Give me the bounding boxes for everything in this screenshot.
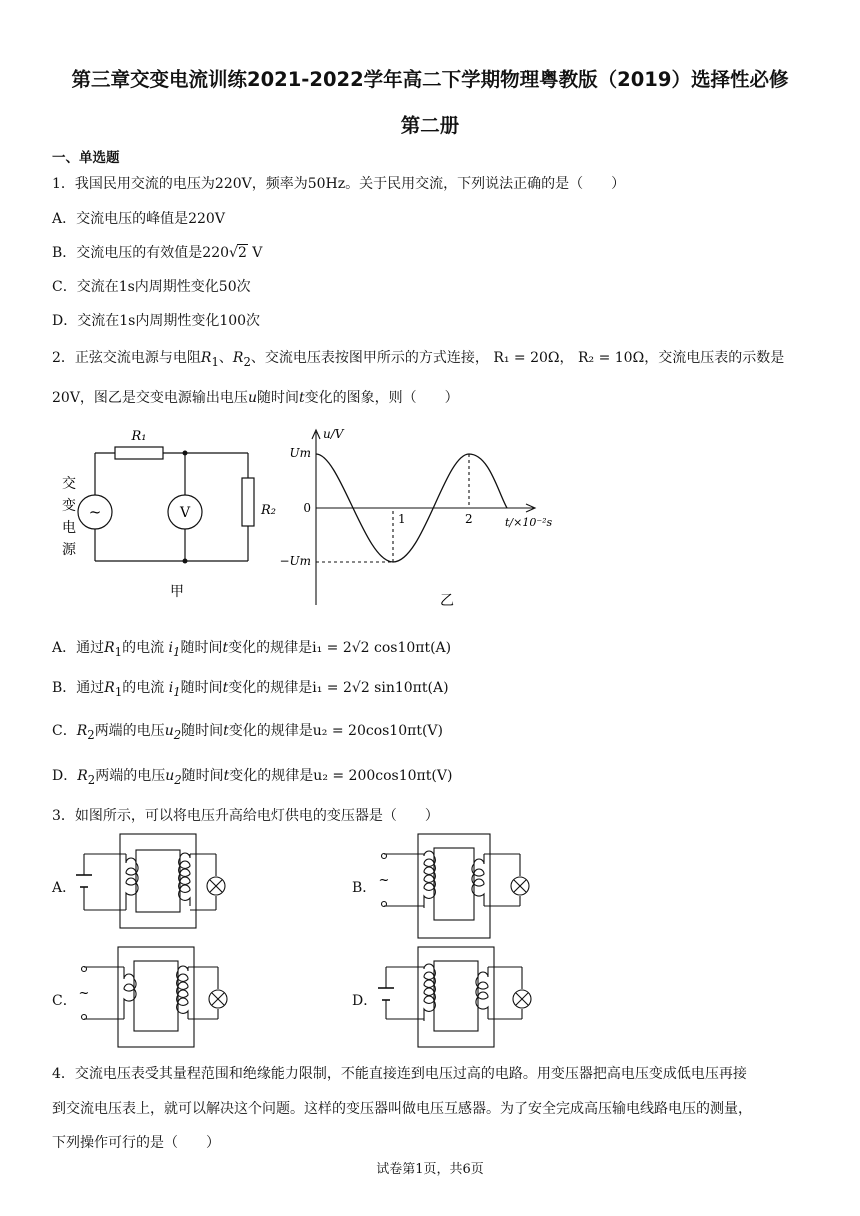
page-footer: 试卷第1页，共6页 <box>376 1162 484 1177</box>
q1-option-b-text: B．交流电压的有效值是220 <box>52 245 230 261</box>
formula: i₁ = 2√2 cos10πt(A) <box>312 640 452 656</box>
q2-option-b <box>52 677 449 699</box>
q3-label-d: D． <box>352 993 378 1009</box>
r1-value: R₁ = 20Ω <box>493 350 560 366</box>
formula: u₂ = 200cos10πt(V) <box>313 768 453 784</box>
formula: i₁ = 2√2 sin10πt(A) <box>312 680 449 696</box>
formula: u₂ = 20cos10πt(V) <box>312 723 443 739</box>
sqrt-sign: √ <box>229 245 238 261</box>
label-r1: R₁ <box>131 429 147 444</box>
meter-label: V <box>179 505 191 521</box>
resistor-r1 <box>115 447 163 459</box>
q2-separator: 、 <box>218 350 233 366</box>
i1-symbol: $i_1$ <box>168 640 181 659</box>
q4-line1: 4．交流电压表受其量程范围和绝缘能力限制，不能直接连到电压过高的电路。用变压器把高电压变成低电压再接 <box>52 1066 747 1082</box>
r2-symbol: R <box>76 723 88 739</box>
svg-text:~: ~ <box>78 986 90 1001</box>
option-prefix: D． <box>52 768 78 784</box>
q4-line3: 下列操作可行的是（ ） <box>52 1135 220 1151</box>
r2-subscript: 2 <box>243 354 251 369</box>
q2-line2-text-3: 变化的图象，则（ ） <box>304 390 459 406</box>
r1-symbol: R <box>104 680 115 696</box>
option-prefix: B．通过 <box>52 680 105 696</box>
option-text: 的电流 <box>122 680 165 696</box>
t-symbol: t <box>223 768 230 784</box>
r2-value: R₂ = 10Ω <box>577 350 645 366</box>
t-symbol: t <box>298 390 305 406</box>
section-heading: 一、单选题 <box>52 150 120 166</box>
resistor-r2 <box>242 478 254 526</box>
r2-symbol: R <box>232 350 244 366</box>
ac-symbol: ~ <box>88 503 102 521</box>
svg-text:~: ~ <box>378 873 390 888</box>
t-symbol: t <box>223 723 229 739</box>
source-label-char: 源 <box>62 542 76 558</box>
source-label-char: 交 <box>62 476 76 492</box>
q2-option-a <box>52 637 451 659</box>
r2-symbol: R <box>77 768 88 784</box>
q1-option-d: D．交流在1s内周期性变化100次 <box>52 313 261 329</box>
q3-label-a: A． <box>52 880 77 896</box>
q1-option-a: A．交流电压的峰值是220V <box>52 211 225 227</box>
u-symbol: u <box>247 390 257 406</box>
q2-stem-line2 <box>52 387 459 407</box>
r2-subscript: 2 <box>87 772 96 787</box>
option-text: 随时间 <box>181 768 224 784</box>
u2-symbol: $u_2$ <box>164 723 182 742</box>
tick-origin: 0 <box>303 501 311 515</box>
tick-1: 1 <box>398 512 406 526</box>
i1-symbol: $i_1$ <box>168 680 181 699</box>
q2-stem-text-3: ，交流电压表的示数是 <box>644 350 785 366</box>
caption-yi: 乙 <box>440 593 454 609</box>
t-symbol: t <box>222 680 229 696</box>
option-text: 随时间 <box>180 680 223 696</box>
tick-um: Um <box>289 446 311 460</box>
sqrt-radicand: 2 <box>237 245 247 261</box>
r1-symbol: R <box>200 350 212 366</box>
option-text: 随时间 <box>180 640 223 656</box>
option-text: 两端的电压 <box>94 723 165 739</box>
voltage-graph-yi <box>279 420 560 610</box>
option-text: 的电流 <box>122 640 165 656</box>
u2-symbol: $u_2$ <box>165 768 182 787</box>
source-label-char: 变 <box>62 498 76 514</box>
transformer-a <box>78 832 238 930</box>
option-text: 变化的规律是 <box>228 640 313 656</box>
q1-option-b <box>52 242 262 262</box>
q4-line2: 到交流电压表上，就可以解决这个问题。这样的变压器叫做电压互感器。为了安全完成高压输电线路电压的测量， <box>52 1101 752 1117</box>
label-r2: R₂ <box>261 503 276 518</box>
option-text: 随时间 <box>181 723 224 739</box>
option-text: 变化的规律是 <box>228 723 313 739</box>
r1-subscript: 1 <box>211 354 219 369</box>
r1-subscript: 1 <box>114 684 123 699</box>
q1-stem: 1．我国民用交流的电压为220V，频率为50Hz。关于民用交流，下列说法正确的是（ ） <box>52 176 626 192</box>
tick-2: 2 <box>465 512 473 526</box>
t-symbol: t <box>222 640 229 656</box>
r2-subscript: 2 <box>87 727 95 742</box>
r1-subscript: 1 <box>114 644 123 659</box>
q2-stem-text: 2．正弦交流电源与电阻 <box>52 350 201 366</box>
transformer-d <box>378 945 538 1050</box>
option-text: 两端的电压 <box>95 768 166 784</box>
circuit-diagram-jia <box>55 420 285 610</box>
option-prefix: A．通过 <box>52 640 105 656</box>
q1-option-c: C．交流在1s内周期性变化50次 <box>52 279 251 295</box>
q2-line2-text: 20V，图乙是交变电源输出电压 <box>52 390 248 406</box>
transformer-b <box>378 832 538 940</box>
x-label: t/×10⁻²s <box>505 516 553 529</box>
q3-label-b: B． <box>352 880 377 896</box>
option-prefix: C． <box>52 723 77 739</box>
tick-neg-um: −Um <box>279 554 311 568</box>
source-label-char: 电 <box>62 520 76 536</box>
r1-symbol: R <box>104 640 115 656</box>
q2-option-d <box>52 765 452 787</box>
q2-line2-text-2: 随时间 <box>256 390 299 406</box>
document-title-line2: 第二册 <box>400 114 460 137</box>
y-label: u/V <box>323 427 344 441</box>
caption-jia: 甲 <box>170 584 184 600</box>
q3-label-c: C． <box>52 993 77 1009</box>
option-text: 变化的规律是 <box>229 768 314 784</box>
option-text: 变化的规律是 <box>228 680 313 696</box>
document-title-line1: 第三章交变电流训练2021-2022学年高二下学期物理粤教版（2019）选择性必修 <box>71 68 789 91</box>
q1-option-b-unit: V <box>247 245 263 261</box>
q3-stem: 3．如图所示，可以将电压升高给电灯供电的变压器是（ ） <box>52 808 439 824</box>
q2-option-c <box>52 720 443 742</box>
q2-stem-line1 <box>52 347 784 369</box>
transformer-c <box>78 945 238 1050</box>
q2-comma: ， <box>559 350 574 366</box>
q2-stem-text-2: 、交流电压表按图甲所示的方式连接， <box>250 350 489 366</box>
